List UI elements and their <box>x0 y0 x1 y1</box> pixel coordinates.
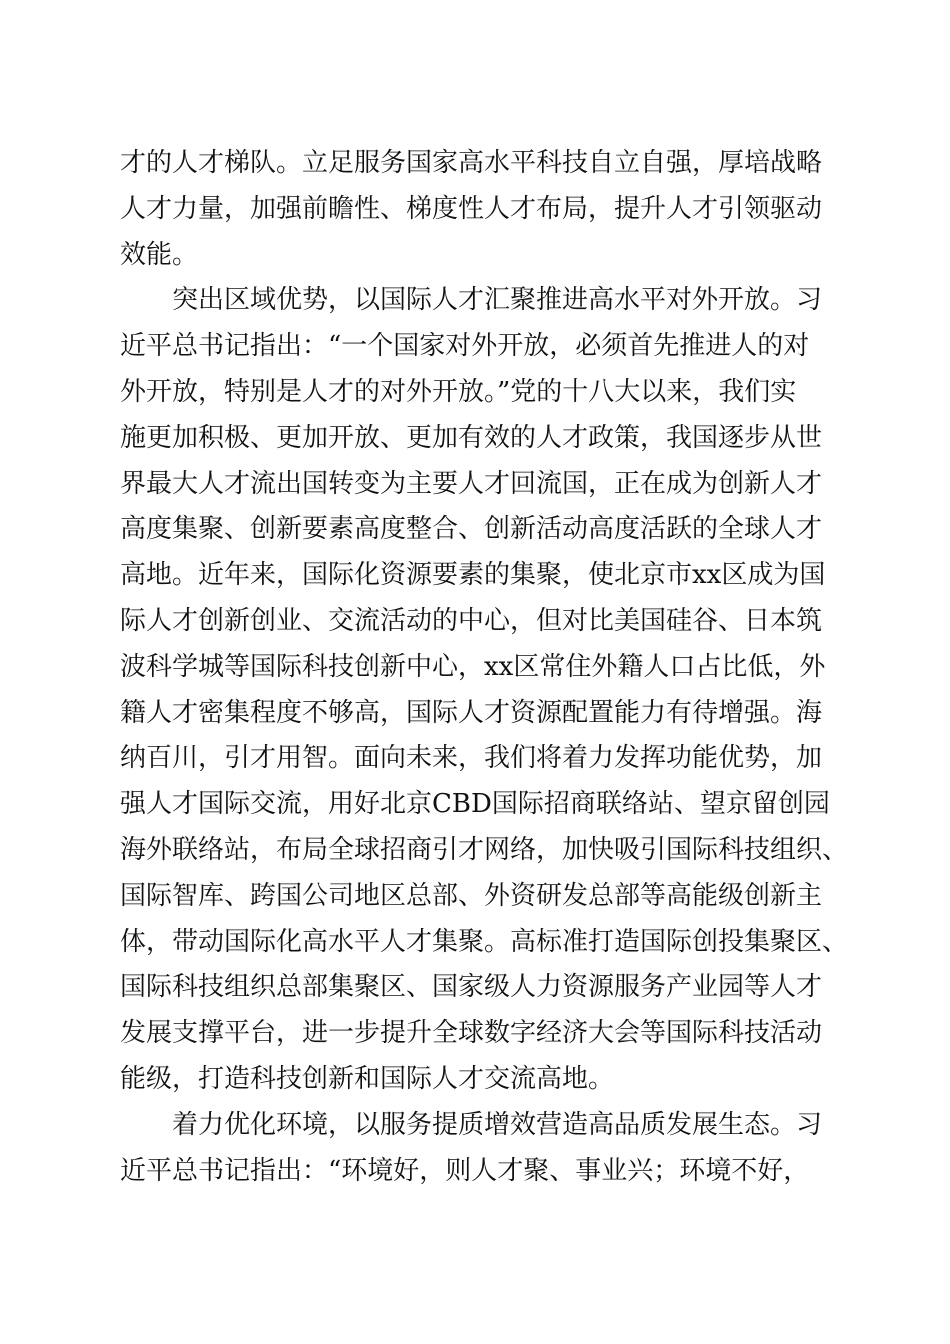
text-line: 施更加积极、更加开放、更加有效的人才政策，我国逐步从世 <box>120 422 823 453</box>
text-line: 效能。 <box>120 239 199 270</box>
text-line: 发展支撑平台，进一步提升全球数字经济大会等国际科技活动 <box>120 1018 823 1049</box>
paragraph-p2 <box>120 278 849 1102</box>
text-line: 界最大人才流出国转变为主要人才回流国，正在成为创新人才 <box>120 468 823 499</box>
text-line: 波科学城等国际科技创新中心，xx区常住外籍人口占比低，外 <box>120 651 826 682</box>
text-line: 强人才国际交流，用好北京CBD国际招商联络站、望京留创园 <box>120 789 830 820</box>
paragraph-p3 <box>120 1103 840 1195</box>
text-line: 纳百川，引才用智。面向未来，我们将着力发挥功能优势，加 <box>120 743 823 774</box>
document-body <box>120 141 849 1194</box>
text-line: 近平总书记指出：“一个国家对外开放，必须首先推进人的对 <box>120 331 810 362</box>
text-line: 海外联络站，布局全球招商引才网络，加快吸引国际科技组织、 <box>120 834 849 865</box>
text-line: 国际智库、跨国公司地区总部、外资研发总部等高能级创新主 <box>120 880 823 911</box>
text-line: 能级，打造科技创新和国际人才交流高地。 <box>120 1063 615 1094</box>
text-line: 体，带动国际化高水平人才集聚。高标准打造国际创投集聚区、 <box>120 926 849 957</box>
text-line: 高地。近年来，国际化资源要素的集聚，使北京市xx区成为国 <box>120 560 826 591</box>
text-line: 籍人才密集程度不够高，国际人才资源配置能力有待增强。海 <box>120 697 823 728</box>
paragraph-p1 <box>120 141 840 278</box>
text-line: 际人才创新创业、交流活动的中心，但对比美国硅谷、日本筑 <box>120 605 823 636</box>
text-line: 外开放，特别是人才的对外开放。”党的十八大以来，我们实 <box>120 376 797 407</box>
text-line: 突出区域优势，以国际人才汇聚推进高水平对外开放。习 <box>172 285 823 316</box>
text-line: 国际科技组织总部集聚区、国家级人力资源服务产业园等人才 <box>120 972 823 1003</box>
text-line: 才的人才梯队。立足服务国家高水平科技自立自强，厚培战略 <box>120 148 823 178</box>
text-line: 着力优化环境，以服务提质增效营造高品质发展生态。习 <box>172 1109 823 1140</box>
text-line: 高度集聚、创新要素高度整合、创新活动高度活跃的全球人才 <box>120 514 823 545</box>
text-line: 人才力量，加强前瞻性、梯度性人才布局，提升人才引领驱动 <box>120 193 823 224</box>
text-line: 近平总书记指出：“环境好，则人才聚、事业兴；环境不好， <box>120 1155 810 1186</box>
